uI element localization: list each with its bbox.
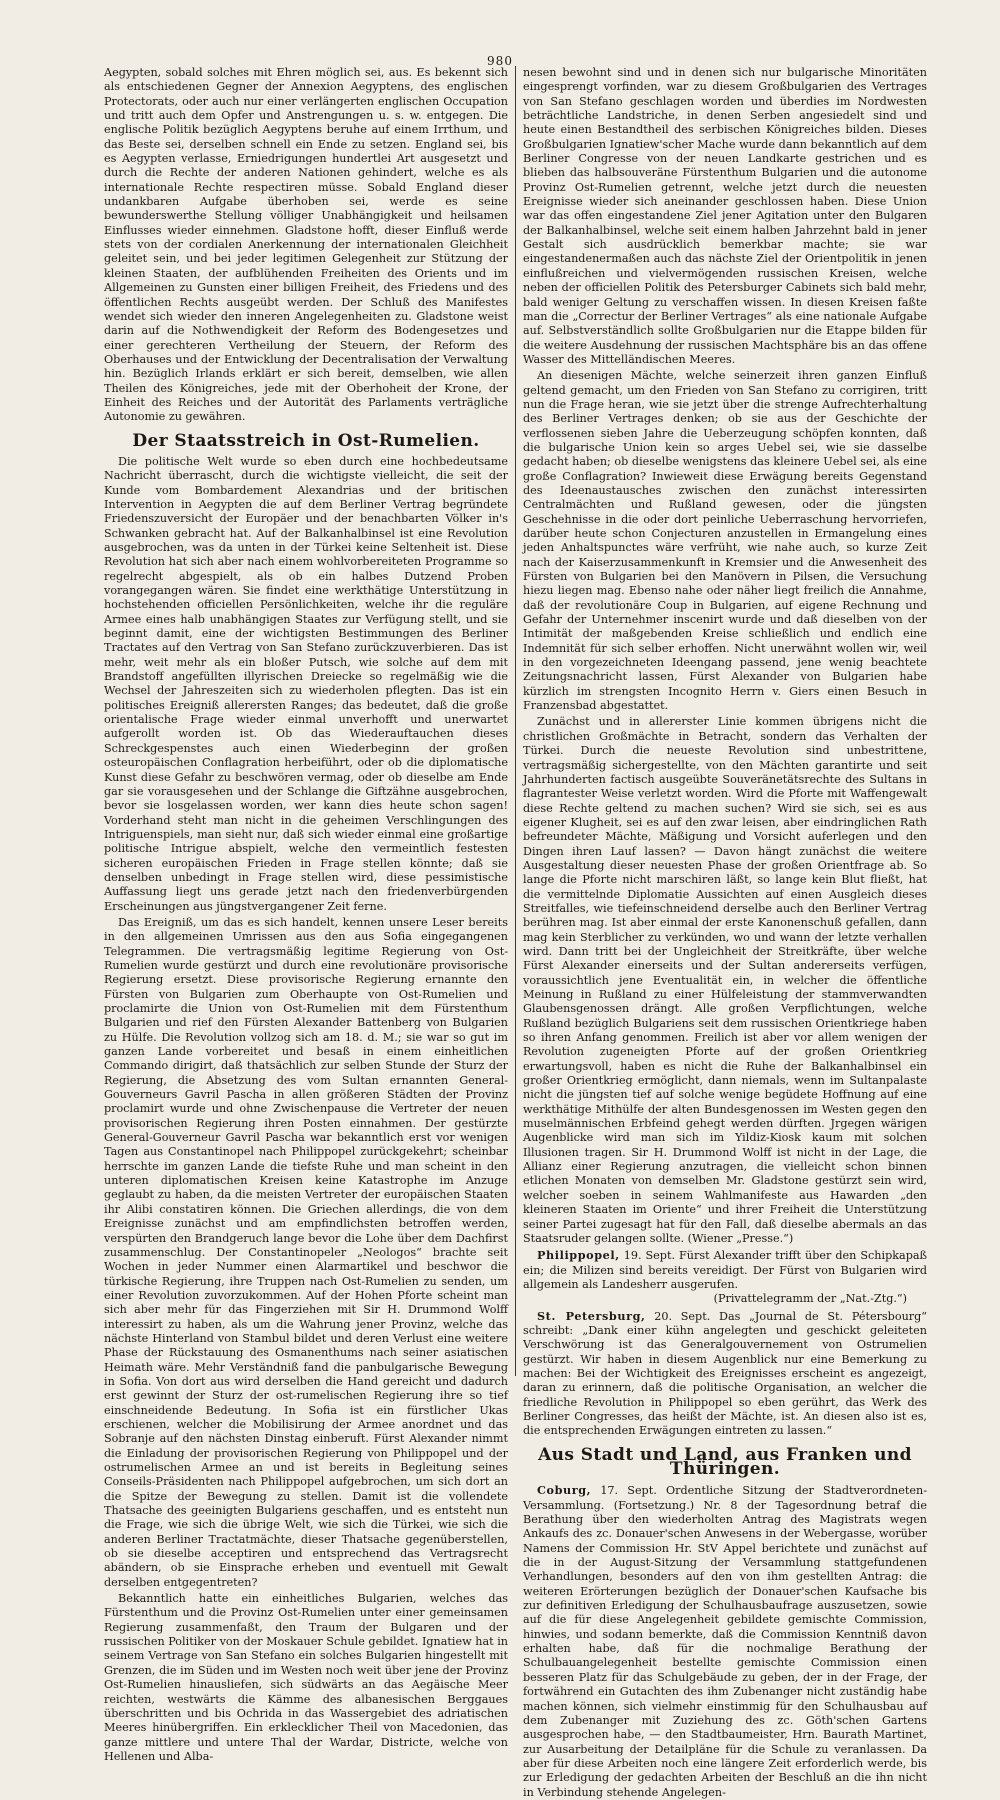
- news-text: 19. Sept. Fürst Alexander trifft über den Schipkapaß ein; die Milizen sind bereits vereidigt. Der Fürst von Bulgarien wird allgemein als Landesherr ausgerufen.: [523, 1249, 927, 1291]
- column-divider: [515, 66, 516, 1376]
- news-text: 20. Sept. Das „Journal de St. Pétersbourg“ schreibt: „Dank einer kühn angelegten und geschickt geleiteten Verschwörung ist das Generalgouvernement von Ostrumelien gestürzt. Wir haben in diesem Augenblick nur eine Bemerkung zu machen: Bei der Wichtigkeit des Ereignisses erscheint es angezeigt, daran zu erinnern, daß die politische Organisation, an welcher die friedliche Revolution in Philippopel so eben gerührt, das Werk des Berliner Congresses, das heißt der Mächte, ist. An diesen also ist es, die entsprechenden Erwägungen eintreten zu lassen.“: [523, 1309, 927, 1438]
- news-item-coburg: [523, 1483, 927, 1800]
- article-paragraph: Bekanntlich hatte ein einheitliches Bulgarien, welches das Fürstenthum und die Provinz Ost-Rumelien unter einer gemeinsamen Regierung zusammenfaßt, den Traum der Bulgaren und der russischen Politiker von der Moskauer Schule gebildet. Ignatiew hat in seinem Vertrage von San Stefano ein solches Bulgarien hingestellt mit Grenzen, die im Süden und im Westen noch weit über jene der Provinz Ost-Rumelien hinausliefen, sich südwärts an das Aegäische Meer reichten, westwärts die Kämme des albanesischen Berggaues überschritten und bis Ochrida in das Wassergebiet des adriatischen Meeres hinübergriffen. Ein erklecklicher Theil von Macedonien, das ganze mittlere und untere Thal der Wardar, Districte, welche von Hellenen und Alba-: [104, 1592, 508, 1763]
- article-paragraph: Zunächst und in allererster Linie kommen übrigens nicht die christlichen Großmächte in Betracht, sondern das Verhalten der Türkei. Durch die neueste Revolution sind unbestrittene, vertragsmäßig sichergestellte, von den Mächten garantirte und seit Jahrhunderten factisch ausgeübte Souveränetätsrechte des Sultans in flagrantester Weise verletzt worden. Wird die Pforte mit Waffengewalt diese Rechte geltend zu machen suchen? Wird sie sich, sei es aus eigener Klugheit, sei es auf den zwar leisen, aber eindringlichen Rath befreundeter Mächte, Mäßigung und Vorsicht auferlegen und den Dingen ihren Lauf lassen? — Davon hängt zunächst die weitere Ausgestaltung dieser neuesten Phase der großen Orientfrage ab. So lange die Pforte nicht marschiren läßt, so lange kein Blut fließt, hat die vermittelnde Diplomatie Aussichten auf einen Ausgleich dieses Streitfalles, wie tiefeinschneidend derselbe auch den Berliner Vertrag berühren mag. Ist aber einmal der erste Kanonenschuß gefallen, dann mag kein Sterblicher zu verkünden, wo und wann der letzte verhallen wird. Dann tritt bei der Ungleichheit der Streitkräfte, über welche Fürst Alexander einerseits und der Sultan andererseits verfügen, voraussichtlich jene Eventualität ein, in welcher die öffentliche Meinung in Rußland zu einer Hülfeleistung der stammverwandten Glaubensgenossen drängt. Alle großen Verpflichtungen, welche Rußland bezüglich Bulgariens seit dem russischen Orientkriege haben so ihren Anfang genommen. Freilich ist aber vor allem wenigen der Revolution zugeneigten Pforte auf der großen Orientkrieg erwartungsvoll, haben es nicht die Ruhe der Balkanhalbinsel ein großer Orientkrieg ermöglicht, dann niemals, wenn im Sultanpalaste nicht die jüngsten tief auf solche wenige begüdete Hoffnung auf eine werkthätige Mithülfe der alten Bundesgenossen im Westen gegen den muselmännischen Erbfeind gehegt werden dürften. Jrgegen wärigen Augenblicke wird man sich im Yildiz-Kiosk kaum mit solchen Illusionen tragen. Sir H. Drummond Wolff ist nicht in der Lage, die Allianz einer Regierung anzutragen, die vielleicht schon binnen etlichen Monaten von demselben Mr. Gladstone gestürzt sein wird, welcher soeben in seinem Wahlmanifeste aus Hawarden „den kleineren Staaten im Oriente“ und ihrer Freiheit die Unterstützung seiner Partei zugesagt hat für den Fall, daß dieselbe abermals an das Staatsruder gelangen sollte. (Wiener „Presse.“): [523, 715, 927, 1245]
- page-number: 980: [487, 54, 513, 68]
- article-paragraph: nesen bewohnt sind und in denen sich nur bulgarische Minoritäten eingesprengt vorfinden, war zu diesem Großbulgarien des Vertrages von San Stefano geschlagen worden und überdies im Nordwesten beträchtliche Landstriche, in denen Serben angesiedelt sind und heute einen Bestandtheil des serbischen Königreiches bilden. Dieses Großbulgarien Ignatiew'scher Mache wurde dann bekanntlich auf dem Berliner Congresse von der neuen Landkarte gestrichen und es blieben das halbsouveräne Fürstenthum Bulgarien und die autonome Provinz Ost-Rumelien getrennt, welche jetzt durch die neuesten Ereignisse wieder sich aneinander geschlossen haben. Diese Union war das offen eingestandene Ziel jener Agitation unter den Bulgaren der Balkanhalbinsel, welche seit einem halben Jahrzehnt bald in jener Gestalt sich ausdrücklich bemerkbar machte; sie war eingestandenermaßen auch das nächste Ziel der Orientpolitik in jenen einflußreichen und vielvermögenden russischen Kreisen, welche neben der officiellen Politik des Petersburger Cabinets sich bald mehr, bald weniger Geltung zu verschaffen wissen. In diesen Kreisen faßte man die „Correctur der Berliner Vertrages“ als eine nationale Aufgabe auf. Selbstverständlich sollte Großbulgarien nur die Etappe bilden für die weitere Ausdehnung der russischen Machtsphäre bis an das offene Wasser des Mittelländischen Meeres.: [523, 66, 927, 366]
- article-heading: Der Staatsstreich in Ost-Rumelien.: [132, 430, 480, 451]
- right-column: [523, 66, 927, 1799]
- news-source: (Privattelegramm der „Nat.-Ztg.“): [713, 1292, 907, 1306]
- dateline: Coburg,: [537, 1483, 592, 1498]
- article-paragraph: An diesenigen Mächte, welche seinerzeit ihren ganzen Einfluß geltend gemacht, um den Frieden von San Stefano zu corrigiren, tritt nun die Frage heran, wie sie jetzt über die strenge Aufrechterhaltung des Berliner Vertrages denken; ob sie aus der Geschichte der verflossenen sieben Jahre die Ueberzeugung schöpfen konnten, daß die bulgarische Union kein so arges Uebel sei, wie sie dasselbe gedacht haben; ob dieselbe wenigstens das kleinere Uebel sei, als eine große Conflagration? Inwieweit diese Erwägung bereits Gegenstand des Ideenaustausches zwischen den zunächst interessirten Centralmächten und Rußland gewesen, oder die jüngsten Geschehnisse in die oder dort peinliche Ueberraschung hervorriefen, darüber heute schon Conjecturen anzustellen in Ermangelung eines jeden Anhaltspunctes wäre verfrüht, wie nahe auch, so kurze Zeit nach der Kaiserzusammenkunft in Kremsier und die Anwesenheit des Fürsten von Bulgarien bei den Manövern in Pilsen, die Versuchung hiezu liegen mag. Ebenso nahe oder näher liegt freilich die Annahme, daß der revolutionäre Coup in Bulgarien, auf eigene Rechnung und Gefahr der Unternehmer inscenirt wurde und daß dieselben von der Intimität der maßgebenden Kreise schließlich und endlich eine Indemnität für sich selber erhoffen. Nicht unerwähnt wollen wir, weil in den vorgezeichneten Ideengang passend, jene wenig beachtete Zeitungsnachricht lassen, Fürst Alexander von Bulgarien habe kürzlich im strengsten Incognito Herrn v. Giers einen Besuch in Franzensbad abgestattet.: [523, 369, 927, 713]
- article-paragraph: Das Ereigniß, um das es sich handelt, kennen unsere Leser bereits in den allgemeinen Umrissen aus den aus Sofia eingegangenen Telegrammen. Die vertragsmäßig legitime Regierung von Ost-Rumelien wurde gestürzt und durch eine revolutionäre provisorische Regierung ersetzt. Diese provisorische Regierung ernannte den Fürsten von Bulgarien zum Oberhaupte von Ost-Rumelien und proclamirte die Union von Ost-Rumelien mit dem Fürstenthum Bulgarien und rief den Fürsten Alexander Battenberg von Bulgarien zu Hülfe. Die Revolution vollzog sich am 18. d. M.; sie war so gut im ganzen Lande vorbereitet und besaß in einem einheitlichen Commando dirigirt, daß thatsächlich zur selben Stunde der Sturz der Regierung, die Absetzung des vom Sultan ernannten General-Gouverneurs Gavril Pascha in allen größeren Städten der Provinz proclamirt wurde und ohne Zwischenpause die Vertreter der neuen provisorischen Regierung ihren Posten einnahmen. Der gestürzte General-Gouverneur Gavril Pascha war bekanntlich erst vor wenigen Tagen aus Constantinopel nach Philippopel zurückgekehrt; scheinbar herrschte im ganzen Lande die tiefste Ruhe und man scheint in den unteren diplomatischen Kreisen keine Katastrophe im Anzuge geglaubt zu haben, da die meisten Vertreter der europäischen Staaten ihr Alibi constatiren können. Die Griechen allerdings, die von dem Ereignisse zunächst und am empfindlichsten betroffen werden, verspürten den Brandgeruch lange bevor die Lohe über dem Dachfirst zusammenschlug. Der Constantinopeler „Neologos“ brachte seit Wochen in jeder Nummer einen Alarmartikel und beschwor die türkische Regierung, ihre Truppen nach Ost-Rumelien zu senden, um einer Revolution zuvorzukommen. Auf der Hohen Pforte scheint man sich aber mehr für das Fingerziehen mit Sir H. Drummond Wolff interessirt zu haben, als um die Wahrung jener Provinz, welche das nächste Hinterland von Stambul bildet und deren Verlust eine weitere Phase der Rückstauung des Osmanenthums nach seiner asiatischen Heimath wäre. Mehr Verständniß fand die panbulgarische Bewegung in Sofia. Von dort aus wird derselben die Hand gereicht und dadurch erst gewinnt der Sturz der ost-rumelischen Regierung ihre so tief einschneidende Bedeutung. In Sofia ist ein fürstlicher Ukas erschienen, welcher die Mobilisirung der Armee anordnet und das Sobranje auf den nächsten Dinstag einberuft. Fürst Alexander nimmt die Einladung der provisorischen Regierung von Philippopel und der ostrumelischen Armee an und ist bereits in Begleitung seines Conseils-Präsidenten nach Philippopel aufgebrochen, um sich dort an die Spitze der Bewegung zu stellen. Damit ist die vollendete Thatsache des geeinigten Bulgariens geschaffen, und es entsteht nun die Frage, wie sich die übrige Welt, wie sich die Türkei, wie sich die anderen Berliner Tractatmächte, dieser Thatsache gegenüberstellen, ob sie dieselbe acceptiren und entsprechend das Vertragsrecht abändern, ob sie Einsprache erheben und eventuell mit Gewalt derselben entgegentreten?: [104, 915, 508, 1589]
- dateline: St. Petersburg,: [537, 1308, 646, 1323]
- intro-paragraph: Aegypten, sobald solches mit Ehren möglich sei, aus. Es bekennt sich als entschiedenen Gegner der Annexion Aegyptens, des englischen Protectorats, oder auch nur einer verlängerten englischen Occupation und tritt auch dem Opfer und Anstrengungen u. s. w. entgegen. Die englische Politik bezüglich Aegyptens beruhe auf einem Irrthum, und das Beste sei, derselben schnell ein Ende zu setzen. England sei, bis es Aegypten verlasse, Erniedrigungen hundertlei Art ausgesetzt und durch die Rechte der anderen Nationen gehindert, welche es als internationale Rechte respectiren müsse. Sobald England dieser undankbaren Aufgabe überhoben sei, werde es seine bewunderswerthe Stellung völliger Unabhängigkeit und heilsamen Einflusses wieder einnehmen. Gladstone hofft, dieser Einfluß werde stets von der cordialen Anerkennung der internationalen Gleichheit geleitet sein, und bei jeder legitimen Gelegenheit zur Stützung der kleinen Staaten, der aufblühenden Freiheiten des Orients und im Allgemeinen zu Gunsten einer billigen Freiheit, des Friedens und des öffentlichen Rechts ausgeübt werden. Der Schluß des Manifestes wendet sich wieder den inneren Angelegenheiten zu. Gladstone weist darin auf die Nothwendigkeit der Reform des Bodengesetzes und einer gerechteren Vertheilung der Steuern, der Reform des Oberhauses und der Entwicklung der Decentralisation der Verwaltung hin. Bezüglich Irlands erklärt er sich bereit, demselben, wie allen Theilen des Königreiches, jede mit der Oberhoheit der Krone, der Einheit des Reiches und der Autorität des Parlaments verträgliche Autonomie zu gewähren.: [104, 66, 508, 424]
- left-column: [104, 66, 508, 1763]
- dateline: Philippopel,: [537, 1248, 620, 1263]
- article-paragraph: Die politische Welt wurde so eben durch eine hochbedeutsame Nachricht überrascht, durch die wichtigste vielleicht, die seit der Kunde vom Bombardement Alexandrias und der britischen Intervention in Aegypten die auf dem Berliner Vertrag begründete Friedenszuversicht der Europäer und der benachbarten Völker in's Schwanken gebracht hat. Auf der Balkanhalbinsel ist eine Revolution ausgebrochen, was da unten in der Türkei keine Seltenheit ist. Diese Revolution hat sich aber nach einem wohlvorbereiteten Programme so regelrecht abgespielt, als ob ein halbes Dutzend Proben vorangegangen wären. Sie findet eine werkthätige Unterstützung in hochstehenden officiellen Persönlichkeiten, welche ihr die reguläre Armee eines halb unabhängigen Staates zur Verfügung stellt, und sie beginnt damit, eine der wichtigsten Bestimmungen des Berliner Tractates auf den Vertrag von San Stefano zurückzuverbieren. Das ist mehr, weit mehr als ein bloßer Putsch, wie solche auf dem mit Brandstoff angefüllten illyrischen Dreiecke so regelmäßig wie die Wechsel der Jahreszeiten sich zu wiederholen pflegten. Das ist ein politisches Ereigniß allerersten Ranges; das bedeutet, daß die große orientalische Frage wieder einmal unverhofft und unerwartet aufgerollt worden ist. Ob das Wiederauftauchen dieses Schreckgespenstes auch einen Wiederbeginn der großen osteuropäischen Conflagration herbeiführt, oder ob die diplomatische Kunst diese Gefahr zu beschwören vermag, oder ob dieselbe am Ende gar sie vorausgesehen und der Schlange die Giftzähne ausgebrochen, bevor sie losgelassen worden, wer kann dies heute schon sagen! Vorderhand steht man nicht in die geheimen Verschlingungen des Intriguenspiels, man sieht nur, daß sich wieder einmal eine großartige politische Intrigue abspielt, welche den vermeintlich festesten sicheren europäischen Frieden in Frage stellen könnte; daß sie denselben unbedingt in Frage stellen wird, diese pessimistische Auffassung liegt uns gerade jetzt nach den friedenverbürgenden Erscheinungen aus jüngstvergangener Zeit ferne.: [104, 454, 508, 913]
- news-item-philippopel: [523, 1248, 927, 1306]
- news-item-petersburg: [523, 1309, 927, 1439]
- news-text: 17. Sept. Ordentliche Sitzung der Stadtverordneten-Versammlung. (Fortsetzung.) Nr. 8 der Tagesordnung betraf die Berathung über den wiederholten Antrag des Magistrats wegen Ankaufs des zc. Donauer'schen Anwesens in der Webergasse, worüber Namens der Commission Hr. StV Appel berichtete und zunächst auf die in der August-Sitzung der Versammlung stattgefundenen Verhandlungen, besonders auf den von ihm gestellten Antrag: die weiteren Erörterungen bezüglich der Donauer'schen Kaufsache bis zur definitiven Erledigung der Schulhausbaufrage auszusetzen, sowie auf die für diese Angelegenheit gebildete gemischte Commission, hinwies, und sodann bemerkte, daß die Commission Kenntniß davon erhalten habe, daß für die nochmalige Berathung der Schulbauangelegenheit bestellte gemischte Commission einen besseren Platz für das Schulgebäude zu geben, der in der Frage, der fortwährend ein Gutachten des ihm Zubenanger nicht zuständig habe machen können, sich vielmehr einstimmig für den Schulhausbau auf dem Zubenanger mit Zuziehung des zc. Göth'schen Gartens ausgesprochen habe, — den Stadtbaumeister, Hrn. Baurath Martinet, zur Ausarbeitung der Detailpläne für die Schule zu veranlassen. Da aber für diese Arbeiten noch eine längere Zeit erforderlich werde, bis zur Erledigung der gedachten Arbeiten der Beschluß an die ihn nicht in Verbindung stehende Angelegen-: [523, 1484, 927, 1799]
- section-heading: Aus Stadt und Land, aus Franken und Thüringen.: [538, 1444, 912, 1479]
